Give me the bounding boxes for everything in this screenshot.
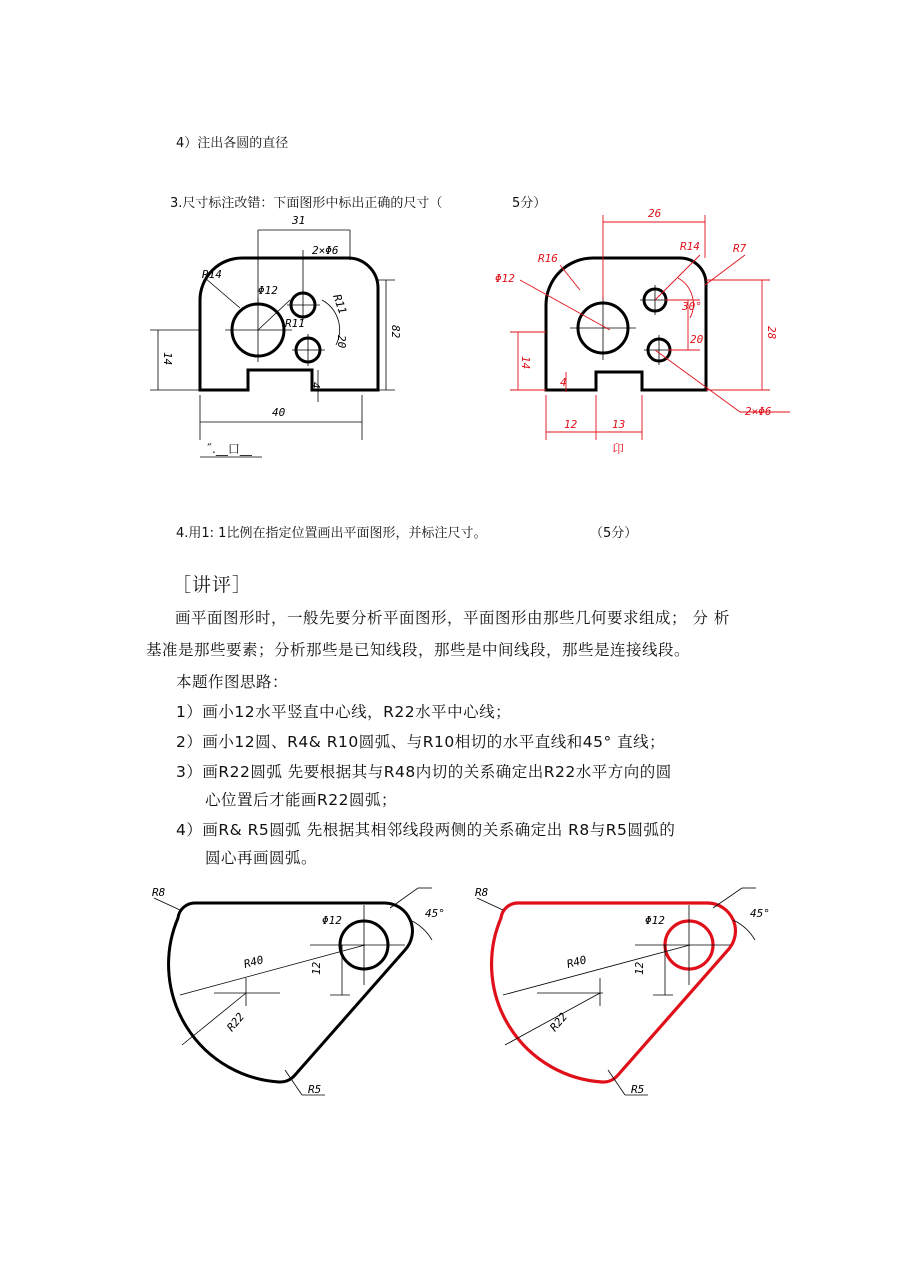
fig4-left-dim-12b: 12: [310, 961, 323, 975]
fig3-left-dim-r14: R14: [202, 268, 222, 281]
fig3-left-dim-14: 14: [161, 352, 174, 366]
comment-step4-line1: 4）画R& R5圆弧 先根据其相邻线段两侧的关系确定出 R8与R5圆弧的: [176, 821, 676, 839]
fig4-right-dim-r40: R40: [565, 953, 588, 971]
fig3-left-dim-r11a: R11: [285, 317, 305, 330]
comment-para-line2: 基准是那些要素；分析那些是已知线段，那些是中间线段，那些是连接线段。: [146, 641, 691, 659]
fig4-left-dim-45: 45°: [425, 907, 445, 920]
fig3-right-dim-r14: R14: [680, 240, 700, 253]
fig3-right-dim-28: 28: [765, 326, 778, 340]
comment-heading: ［讲评］: [172, 574, 253, 596]
question-3-text: 3.尺寸标注改错：下面图形中标出正确的尺寸（: [170, 196, 443, 211]
fig4-right-dim-r8: R8: [475, 886, 489, 899]
fig3-left-dim-20: 20: [335, 335, 348, 349]
comment-step2: 2）画小12圆、R4& R10圆弧、与R10相切的水平直线和45° 直线；: [176, 733, 666, 751]
item-4-text: 4）注出各圆的直径: [176, 136, 289, 151]
fig3-right-dim-r16: R16: [538, 252, 558, 265]
fig4-right-dim-12: Φ12: [645, 914, 665, 927]
fig3-right-dim-26: 26: [648, 207, 662, 220]
fig3-left-dim-12: Φ12: [258, 284, 278, 297]
fig3-right-dim-20: 20: [690, 333, 704, 346]
fig3-right-dim-13: 13: [612, 418, 626, 431]
fig3-left-footnote: ˝.__口__: [206, 442, 252, 456]
fig3-left-dim-4: 4: [309, 382, 322, 389]
fig4-right-dim-45: 45°: [750, 907, 770, 920]
fig3-right-dim-30deg: 30°: [682, 300, 702, 313]
fig3-left-dim-31: 31: [292, 214, 306, 227]
fig4-left-dim-r22: R22: [224, 1010, 248, 1034]
comment-step1: 1）画小12水平竖直中心线，R22水平中心线；: [176, 703, 512, 721]
comment-approach: 本题作图思路：: [176, 673, 289, 691]
fig4-left-dim-r40: R40: [242, 953, 265, 971]
fig3-right-dim-r7: R7: [733, 242, 747, 255]
comment-para-line1: 画平面图形时，一般先要分析平面图形，平面图形由那些几何要求组成； 分 析: [175, 609, 730, 627]
fig3-right-dim-14: 14: [519, 356, 532, 370]
comment-step4-line2: 圆心再画圆弧。: [205, 849, 318, 867]
fig3-right-dim-12b: 12: [564, 418, 578, 431]
fig3-right-dim-12: Φ12: [495, 272, 515, 285]
fig4-left-dim-12: Φ12: [322, 914, 342, 927]
question-4-text: 4.用1: 1比例在指定位置画出平面图形，并标注尺寸。: [176, 526, 487, 541]
comment-step3-line1: 3）画R22圆弧 先要根据其与R48内切的关系确定出R22水平方向的圆: [176, 763, 672, 781]
fig4-right-dim-r5: R5: [631, 1083, 645, 1096]
fig4-left-dim-r8: R8: [152, 886, 166, 899]
fig3-left-dim-40: 40: [272, 406, 286, 419]
comment-step3-line2: 心位置后才能画R22圆弧；: [205, 791, 397, 809]
fig3-left-dim-82: 82: [389, 325, 402, 339]
question-4-score: （5分）: [590, 526, 638, 541]
fig4-right-dim-r22: R22: [547, 1010, 571, 1034]
question-3-score: 5分）: [512, 196, 547, 211]
fig4-right-dim-12b: 12: [633, 961, 646, 975]
fig3-right-footnote: 卬: [612, 442, 625, 456]
fig4-left-dim-r5: R5: [308, 1083, 322, 1096]
fig3-right-dim-2x6: 2×Φ6: [745, 405, 772, 418]
fig3-right-dim-4: 4: [560, 376, 567, 389]
fig3-left-dim-r11b: R11: [330, 292, 350, 316]
fig3-left-dim-2x6: 2×Φ6: [312, 244, 339, 257]
